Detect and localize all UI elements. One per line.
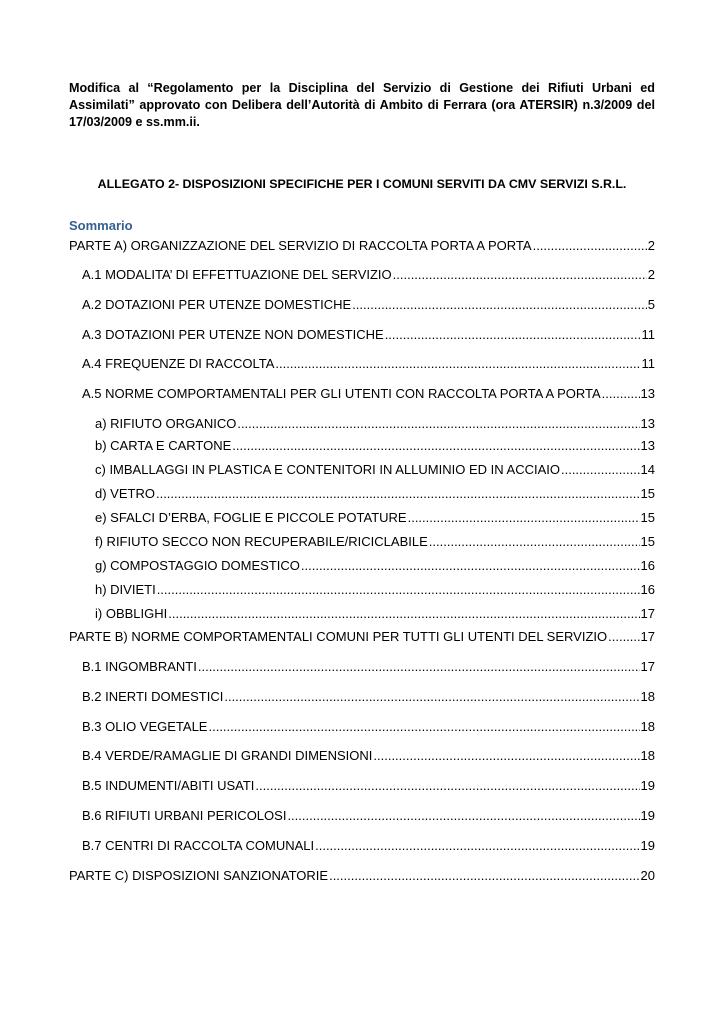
toc-leader-dots <box>156 486 640 502</box>
toc-entry-page: 2 <box>647 267 655 282</box>
toc-entry-parte-b[interactable] <box>69 629 655 645</box>
toc-entry-a5-d[interactable] <box>95 486 655 502</box>
toc-entry-page: 17 <box>640 629 655 644</box>
toc-entry-label: h) DIVIETI <box>95 582 156 597</box>
toc-entry-label: c) IMBALLAGGI IN PLASTICA E CONTENITORI IN ALLUMINIO ED IN ACCIAIO <box>95 462 560 477</box>
toc-leader-dots <box>408 510 640 526</box>
toc-entry-a5-c[interactable] <box>95 462 655 478</box>
toc-leader-dots <box>237 416 639 432</box>
toc-entry-b6[interactable] <box>82 808 655 824</box>
toc-entry-page: 16 <box>640 558 655 573</box>
toc-entry-a4[interactable] <box>82 356 655 372</box>
toc-entry-label: g) COMPOSTAGGIO DOMESTICO <box>95 558 300 573</box>
toc-entry-page: 13 <box>640 416 655 431</box>
toc-entry-page: 18 <box>640 689 655 704</box>
toc-entry-b5[interactable] <box>82 778 655 794</box>
toc-entry-a5-a[interactable] <box>95 416 655 432</box>
toc-leader-dots <box>352 297 647 313</box>
toc-entry-label: d) VETRO <box>95 486 155 501</box>
toc-entry-label: f) RIFIUTO SECCO NON RECUPERABILE/RICICLABILE <box>95 534 428 549</box>
toc-leader-dots <box>287 808 639 824</box>
toc-leader-dots <box>224 689 639 705</box>
toc-entry-b3[interactable] <box>82 719 655 735</box>
toc-leader-dots <box>301 558 640 574</box>
toc-entry-page: 11 <box>641 356 655 371</box>
toc-entry-b7[interactable] <box>82 838 655 854</box>
toc-entry-parte-a[interactable] <box>69 238 655 254</box>
toc-entry-label: B.2 INERTI DOMESTICI <box>82 689 224 704</box>
toc-entry-a2[interactable] <box>82 297 655 313</box>
toc-entry-page: 19 <box>640 778 655 793</box>
toc-entry-page: 14 <box>640 462 655 477</box>
toc-entry-label: A.3 DOTAZIONI PER UTENZE NON DOMESTICHE <box>82 327 384 342</box>
toc-entry-page: 11 <box>641 327 655 342</box>
toc-entry-label: B.4 VERDE/RAMAGLIE DI GRANDI DIMENSIONI <box>82 748 373 763</box>
toc-entry-page: 15 <box>640 534 655 549</box>
toc-entry-page: 13 <box>640 438 655 453</box>
document-title: Modifica al “Regolamento per la Disciplina del Servizio di Gestione dei Rifiuti Urbani ed Assimilati” approvato con Delibera dell’Autorità di Ambito di Ferrara (ora ATERSIR) n.3/2009 del 17/03/2009 e ss.mm.ii. <box>69 81 655 129</box>
toc-entry-page: 18 <box>640 748 655 763</box>
toc-entry-label: B.3 OLIO VEGETALE <box>82 719 208 734</box>
toc-leader-dots <box>208 719 639 735</box>
toc-entry-label: B.5 INDUMENTI/ABITI USATI <box>82 778 255 793</box>
toc-leader-dots <box>275 356 640 372</box>
toc-leader-dots <box>561 462 640 478</box>
toc-entry-a5-i[interactable] <box>95 606 655 622</box>
toc-entry-page: 17 <box>640 606 655 621</box>
toc-entry-page: 5 <box>647 297 655 312</box>
toc-entry-label: b) CARTA E CARTONE <box>95 438 232 453</box>
toc-entry-a5-e[interactable] <box>95 510 655 526</box>
toc-leader-dots <box>373 748 639 764</box>
toc-entry-label: i) OBBLIGHI <box>95 606 168 621</box>
toc-entry-label: PARTE C) DISPOSIZIONI SANZIONATORIE <box>69 868 329 883</box>
toc-leader-dots <box>608 629 639 645</box>
toc-leader-dots <box>602 386 640 402</box>
toc-entry-b1[interactable] <box>82 659 655 675</box>
toc-entry-page: 13 <box>640 386 655 401</box>
toc-entry-a5-g[interactable] <box>95 558 655 574</box>
toc-entry-label: B.6 RIFIUTI URBANI PERICOLOSI <box>82 808 287 823</box>
toc-leader-dots <box>429 534 640 550</box>
toc-leader-dots <box>533 238 647 254</box>
toc-leader-dots <box>157 582 640 598</box>
toc-entry-a5-f[interactable] <box>95 534 655 550</box>
toc-entry-label: B.1 INGOMBRANTI <box>82 659 197 674</box>
toc-heading: Sommario <box>69 218 133 233</box>
toc-entry-page: 19 <box>640 838 655 853</box>
toc-entry-page: 17 <box>640 659 655 674</box>
toc-entry-label: PARTE B) NORME COMPORTAMENTALI COMUNI PER TUTTI GLI UTENTI DEL SERVIZIO <box>69 629 608 644</box>
toc-entry-page: 19 <box>640 808 655 823</box>
toc-leader-dots <box>385 327 641 343</box>
toc-entry-label: PARTE A) ORGANIZZAZIONE DEL SERVIZIO DI RACCOLTA PORTA A PORTA <box>69 238 532 253</box>
toc-entry-a3[interactable] <box>82 327 655 343</box>
toc-leader-dots <box>168 606 639 622</box>
toc-entry-label: A.1 MODALITA’ DI EFFETTUAZIONE DEL SERVIZIO <box>82 267 392 282</box>
toc-leader-dots <box>198 659 640 675</box>
toc-entry-label: a) RIFIUTO ORGANICO <box>95 416 237 431</box>
toc-entry-page: 18 <box>640 719 655 734</box>
toc-entry-parte-c[interactable] <box>69 868 655 884</box>
toc-entry-page: 15 <box>640 486 655 501</box>
toc-entry-label: A.4 FREQUENZE DI RACCOLTA <box>82 356 275 371</box>
toc-entry-a5[interactable] <box>82 386 655 402</box>
allegato-heading: ALLEGATO 2- DISPOSIZIONI SPECIFICHE PER I COMUNI SERVITI DA CMV SERVIZI S.R.L. <box>97 177 627 191</box>
toc-entry-b2[interactable] <box>82 689 655 705</box>
toc-entry-label: A.5 NORME COMPORTAMENTALI PER GLI UTENTI CON RACCOLTA PORTA A PORTA <box>82 386 601 401</box>
toc-entry-a5-b[interactable] <box>95 438 655 454</box>
toc-entry-page: 20 <box>640 868 655 883</box>
toc-entry-label: A.2 DOTAZIONI PER UTENZE DOMESTICHE <box>82 297 352 312</box>
toc-leader-dots <box>255 778 639 794</box>
toc-entry-label: e) SFALCI D’ERBA, FOGLIE E PICCOLE POTATURE <box>95 510 407 525</box>
toc-entry-label: B.7 CENTRI DI RACCOLTA COMUNALI <box>82 838 315 853</box>
toc-leader-dots <box>232 438 639 454</box>
toc-entry-b4[interactable] <box>82 748 655 764</box>
toc-entry-page: 16 <box>640 582 655 597</box>
toc-leader-dots <box>393 267 647 283</box>
toc-entry-a1[interactable] <box>82 267 655 283</box>
toc-leader-dots <box>315 838 639 854</box>
toc-leader-dots <box>329 868 639 884</box>
toc-entry-a5-h[interactable] <box>95 582 655 598</box>
toc-entry-page: 15 <box>640 510 655 525</box>
toc-entry-page: 2 <box>647 238 655 253</box>
